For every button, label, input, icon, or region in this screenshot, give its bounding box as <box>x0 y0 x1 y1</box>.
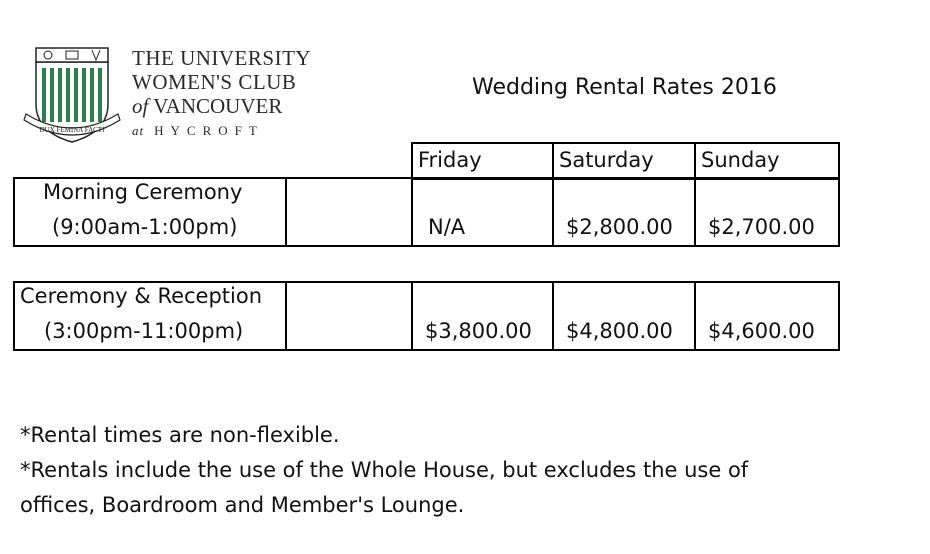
header-divider <box>552 142 554 180</box>
note-line-3: offices, Boardroom and Member's Lounge. <box>20 493 465 517</box>
row-divider <box>285 281 287 351</box>
row-name-ceremony-reception: Ceremony & Reception <box>20 284 263 308</box>
row-time-ceremony-reception: (3:00pm-11:00pm) <box>44 319 244 343</box>
header-divider <box>694 142 696 180</box>
row-divider <box>694 177 696 247</box>
row-name-morning: Morning Ceremony <box>43 180 243 204</box>
day-header-friday: Friday <box>418 148 482 172</box>
price-morning-sunday: $2,700.00 <box>708 215 815 239</box>
row-divider <box>285 177 287 247</box>
org-line-1: THE UNIVERSITY <box>132 46 312 70</box>
row-divider <box>411 177 413 247</box>
row-divider <box>694 281 696 351</box>
row-divider <box>552 177 554 247</box>
note-line-1: *Rental times are non-flexible. <box>20 423 340 447</box>
price-reception-saturday: $4,800.00 <box>566 319 673 343</box>
svg-text:DUX FEMINA FACTI: DUX FEMINA FACTI <box>39 126 105 134</box>
row-divider <box>411 281 413 351</box>
org-line-4: at HYCROFT <box>132 123 264 138</box>
org-line-2: WOMEN'S CLUB <box>132 70 297 94</box>
row-time-morning: (9:00am-1:00pm) <box>52 215 238 239</box>
organization-name <box>132 46 311 139</box>
page-title: Wedding Rental Rates 2016 <box>472 75 777 100</box>
price-reception-friday: $3,800.00 <box>425 319 532 343</box>
note-line-2: *Rentals include the use of the Whole House, but excludes the use of <box>20 458 749 482</box>
price-morning-friday: N/A <box>428 215 466 239</box>
price-reception-sunday: $4,600.00 <box>708 319 815 343</box>
row-divider <box>552 281 554 351</box>
day-header-sunday: Sunday <box>701 148 780 172</box>
day-header-saturday: Saturday <box>559 148 654 172</box>
price-morning-saturday: $2,800.00 <box>566 215 673 239</box>
club-crest-logo <box>22 42 122 150</box>
org-line-3: of VANCOUVER <box>132 94 283 118</box>
